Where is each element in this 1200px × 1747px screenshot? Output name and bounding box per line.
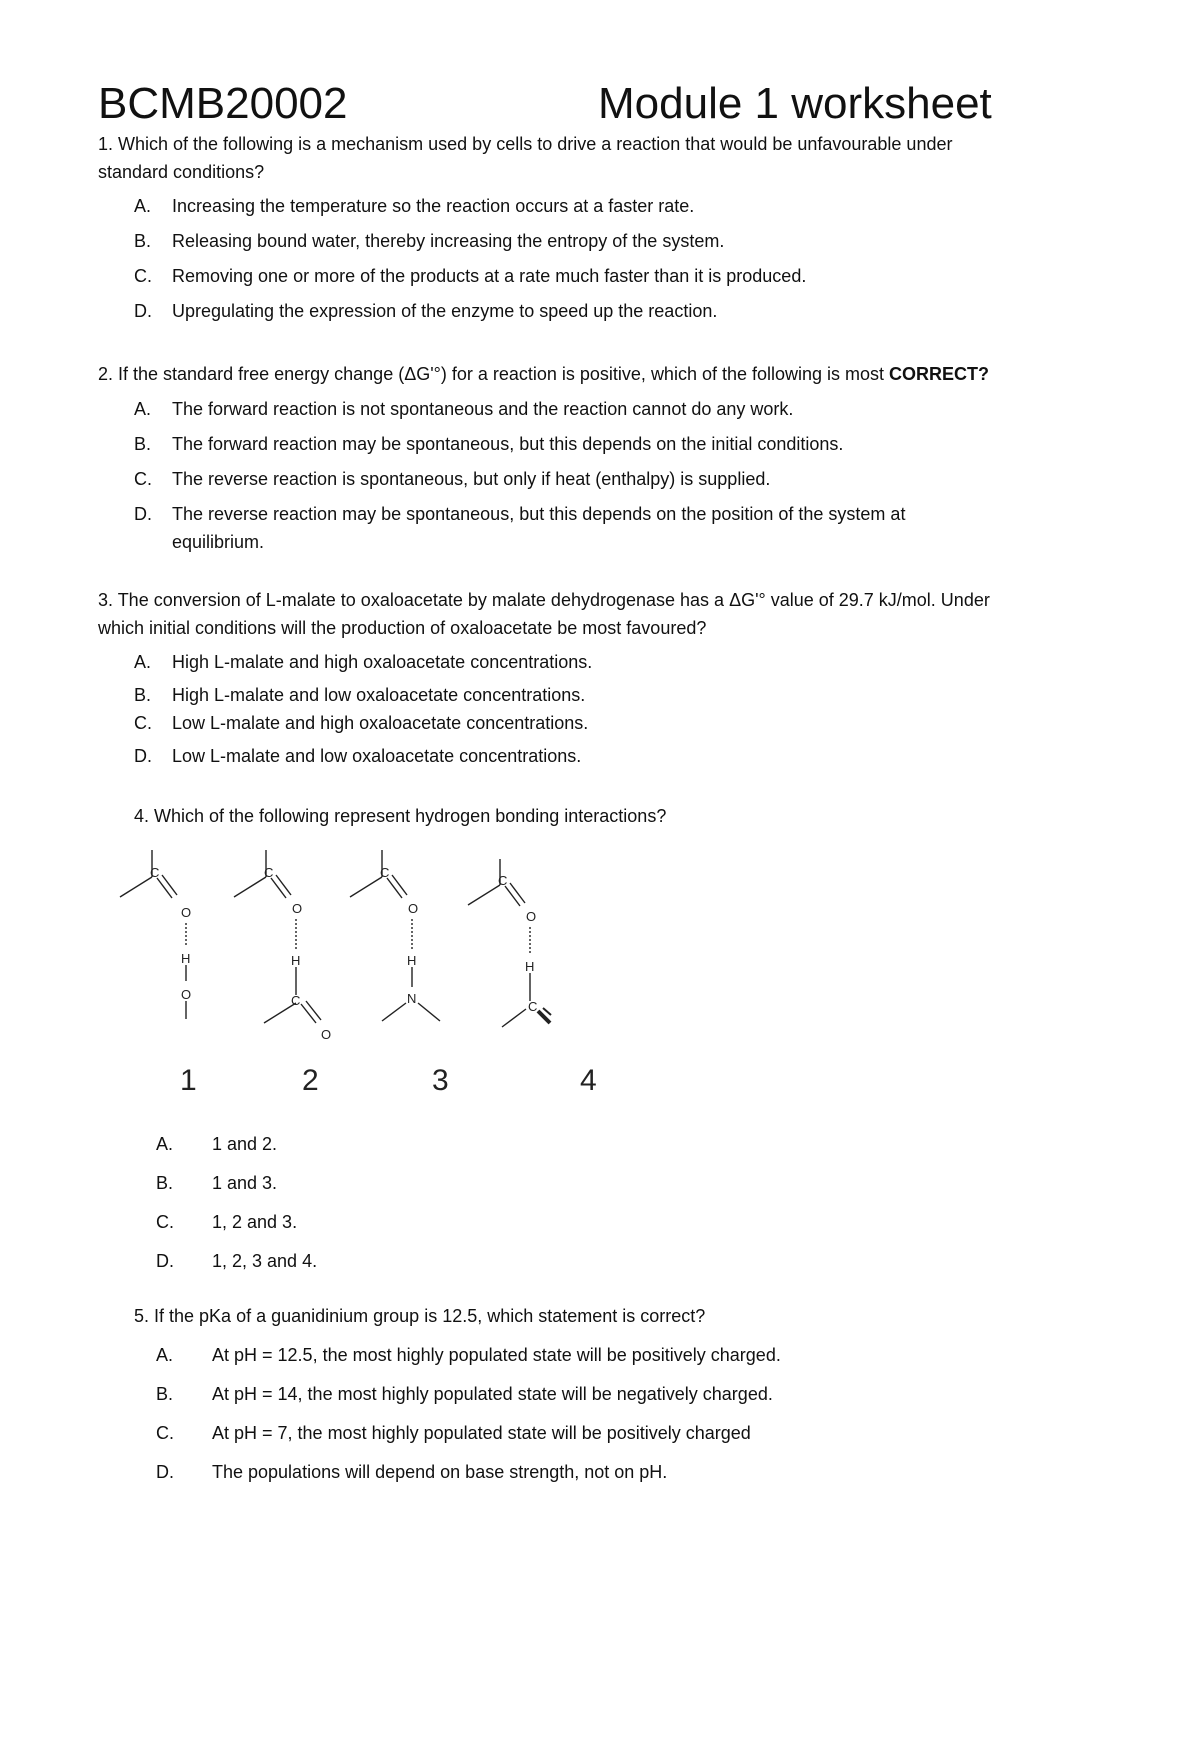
question-2-option-a: A. The forward reaction is not spontaneous and the reaction cannot do any work. xyxy=(134,399,794,419)
hydrogen-bonding-diagram xyxy=(110,845,630,1110)
question-5-stem: 5. If the pKa of a guanidinium group is 12.5, which statement is correct? xyxy=(134,1306,706,1326)
structure-2-hydrogen: H xyxy=(291,953,301,968)
question-2-option-d: D. The reverse reaction may be spontaneous, but this depends on the position of the system at xyxy=(134,504,906,524)
structure-1-carbon: C xyxy=(150,865,160,880)
structure-4-carbon-top: C xyxy=(498,873,508,888)
structure-label-4: 4 xyxy=(580,1064,597,1097)
structure-1-hydrogen: H xyxy=(181,951,191,966)
question-3-stem-line-2: which initial conditions will the production of oxaloacetate be most favoured? xyxy=(98,618,707,638)
structure-label-2: 2 xyxy=(302,1064,319,1097)
page-header xyxy=(98,76,1098,136)
question-2-option-d-continued: equilibrium. xyxy=(172,532,265,552)
structure-3-nitrogen: N xyxy=(407,991,417,1006)
course-code: BCMB20002 xyxy=(98,79,348,128)
structure-3-hydrogen: H xyxy=(407,953,417,968)
structure-4 xyxy=(468,859,551,1027)
question-3-option-b: B. High L-malate and low oxaloacetate concentrations. xyxy=(134,685,586,705)
question-4-option-a: A. 1 and 2. xyxy=(156,1134,278,1154)
worksheet-title: Module 1 worksheet xyxy=(598,79,992,128)
structure-2-oxygen-top: O xyxy=(292,901,303,916)
question-5-option-b: B. At pH = 14, the most highly populated state will be negatively charged. xyxy=(156,1384,773,1404)
question-4-option-b: B. 1 and 3. xyxy=(156,1173,278,1193)
question-4-stem: 4. Which of the following represent hydrogen bonding interactions? xyxy=(134,806,667,826)
structure-4-hydrogen: H xyxy=(525,959,535,974)
question-1-option-c: C. Removing one or more of the products at a rate much faster than it is produced. xyxy=(134,266,807,286)
structure-1-hydroxyl-oxygen: O xyxy=(181,987,192,1002)
question-1-stem-line-1: 1. Which of the following is a mechanism used by cells to drive a reaction that would be unfavourable under xyxy=(98,134,953,154)
question-3-option-c: C. Low L-malate and high oxaloacetate concentrations. xyxy=(134,713,589,733)
structure-label-1: 1 xyxy=(180,1064,197,1097)
structure-3-carbon: C xyxy=(380,865,390,880)
question-1-option-d: D. Upregulating the expression of the enzyme to speed up the reaction. xyxy=(134,301,718,321)
question-3-option-d: D. Low L-malate and low oxaloacetate concentrations. xyxy=(134,746,582,766)
structure-label-3: 3 xyxy=(432,1064,449,1097)
structure-2-oxygen-bottom: O xyxy=(321,1027,332,1042)
question-1-option-b: B. Releasing bound water, thereby increasing the entropy of the system. xyxy=(134,231,725,251)
structure-3 xyxy=(350,850,440,1021)
question-4-option-c: C. 1, 2 and 3. xyxy=(156,1212,298,1232)
structure-4-carbon-bottom: C xyxy=(528,999,538,1014)
question-3-option-a: A. High L-malate and high oxaloacetate concentrations. xyxy=(134,652,593,672)
question-3-stem-line-1: 3. The conversion of L-malate to oxaloacetate by malate dehydrogenase has a ΔG'° value of 29.7 kJ/mol. Under xyxy=(98,590,990,610)
question-5-option-c: C. At pH = 7, the most highly populated state will be positively charged xyxy=(156,1423,751,1443)
structure-2-carbon-top: C xyxy=(264,865,274,880)
question-2-emphasis: CORRECT? xyxy=(889,364,990,384)
question-2-option-c: C. The reverse reaction is spontaneous, but only if heat (enthalpy) is supplied. xyxy=(134,469,771,489)
structure-4-oxygen: O xyxy=(526,909,537,924)
question-2-option-b: B. The forward reaction may be spontaneous, but this depends on the initial conditions. xyxy=(134,434,844,454)
structure-2 xyxy=(234,850,321,1023)
question-1-stem-line-2: standard conditions? xyxy=(98,162,265,182)
question-4-option-d: D. 1, 2, 3 and 4. xyxy=(156,1251,318,1271)
hydrogen-bonding-figure xyxy=(110,845,630,1110)
question-2-stem: 2. If the standard free energy change (ΔG'°) for a reaction is positive, which of the following is most CORRECT? xyxy=(98,364,990,384)
question-5-option-a: A. At pH = 12.5, the most highly populated state will be positively charged. xyxy=(156,1345,781,1365)
structure-3-oxygen: O xyxy=(408,901,419,916)
question-1-option-a: A. Increasing the temperature so the reaction occurs at a faster rate. xyxy=(134,196,695,216)
structure-2-carbon-bottom: C xyxy=(291,993,301,1008)
structure-1-carbonyl-oxygen: O xyxy=(181,905,192,920)
question-5-option-d: D. The populations will depend on base strength, not on pH. xyxy=(156,1462,668,1482)
